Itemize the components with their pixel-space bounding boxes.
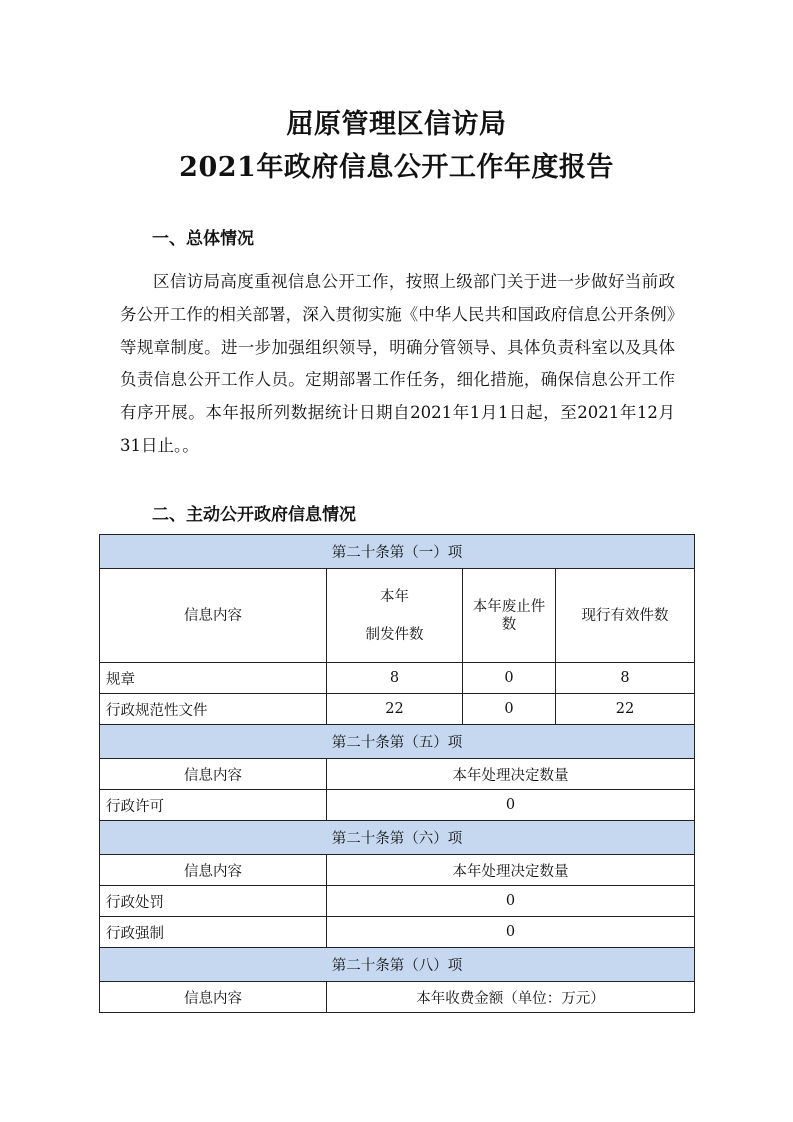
table-band-row	[100, 725, 695, 759]
header-issued-line2: 制发件数	[365, 626, 424, 643]
section1-paragraph: 区信访局高度重视信息公开工作，按照上级部门关于进一步做好当前政务公开工作的相关部署，深入贯彻实施《中华人民共和国政府信息公开条例》等规章制度。进一步加强组织领导，明确分管领导、具体负责科室以及具体负责信息公开工作人员。定期部署工作任务，细化措施，确保信息公开工作有序开展。本年报所列数据统计日期自2021年1月1日起，至2021年12月31日止。。	[120, 272, 675, 455]
band-art5: 第二十条第（五）项	[100, 725, 695, 759]
header-issued	[327, 569, 463, 663]
header-content: 信息内容	[100, 569, 327, 663]
table-band-row	[100, 821, 695, 855]
disclosure-table	[99, 534, 695, 1013]
row-issued: 8	[327, 663, 463, 694]
row-name: 行政处罚	[100, 886, 327, 917]
section1-body	[120, 266, 675, 463]
table-row	[100, 790, 695, 821]
row-valid: 8	[556, 663, 695, 694]
row-name: 规章	[100, 663, 327, 694]
table-band-row	[100, 948, 695, 982]
row-name: 行政规范性文件	[100, 694, 327, 725]
header-repealed: 本年废止件数	[463, 569, 556, 663]
section1-heading: 一、总体情况	[152, 229, 254, 249]
header-amount: 本年收费金额（单位：万元）	[327, 982, 695, 1013]
section2-heading: 二、主动公开政府信息情况	[152, 505, 356, 525]
row-repealed: 0	[463, 663, 556, 694]
header-content: 信息内容	[100, 982, 327, 1013]
table-row	[100, 694, 695, 725]
row-count: 0	[327, 886, 695, 917]
header-content: 信息内容	[100, 759, 327, 790]
row-valid: 22	[556, 694, 695, 725]
row-name: 行政强制	[100, 917, 327, 948]
band-art6: 第二十条第（六）项	[100, 821, 695, 855]
table-header-row	[100, 759, 695, 790]
header-count: 本年处理决定数量	[327, 759, 695, 790]
table-header-row	[100, 855, 695, 886]
row-count: 0	[327, 790, 695, 821]
header-count: 本年处理决定数量	[327, 855, 695, 886]
table-row	[100, 886, 695, 917]
report-title-line2: 2021年政府信息公开工作年度报告	[179, 152, 614, 183]
band-art1: 第二十条第（一）项	[100, 535, 695, 569]
header-valid: 现行有效件数	[556, 569, 695, 663]
report-title-line1: 屈原管理区信访局	[286, 109, 507, 140]
table-row	[100, 917, 695, 948]
row-name: 行政许可	[100, 790, 327, 821]
row-count: 0	[327, 917, 695, 948]
header-issued-line1: 本年	[380, 588, 409, 605]
row-issued: 22	[327, 694, 463, 725]
band-art8: 第二十条第（八）项	[100, 948, 695, 982]
table-header-row	[100, 569, 695, 663]
row-repealed: 0	[463, 694, 556, 725]
table-band-row	[100, 535, 695, 569]
header-content: 信息内容	[100, 855, 327, 886]
table-row	[100, 663, 695, 694]
table-header-row	[100, 982, 695, 1013]
